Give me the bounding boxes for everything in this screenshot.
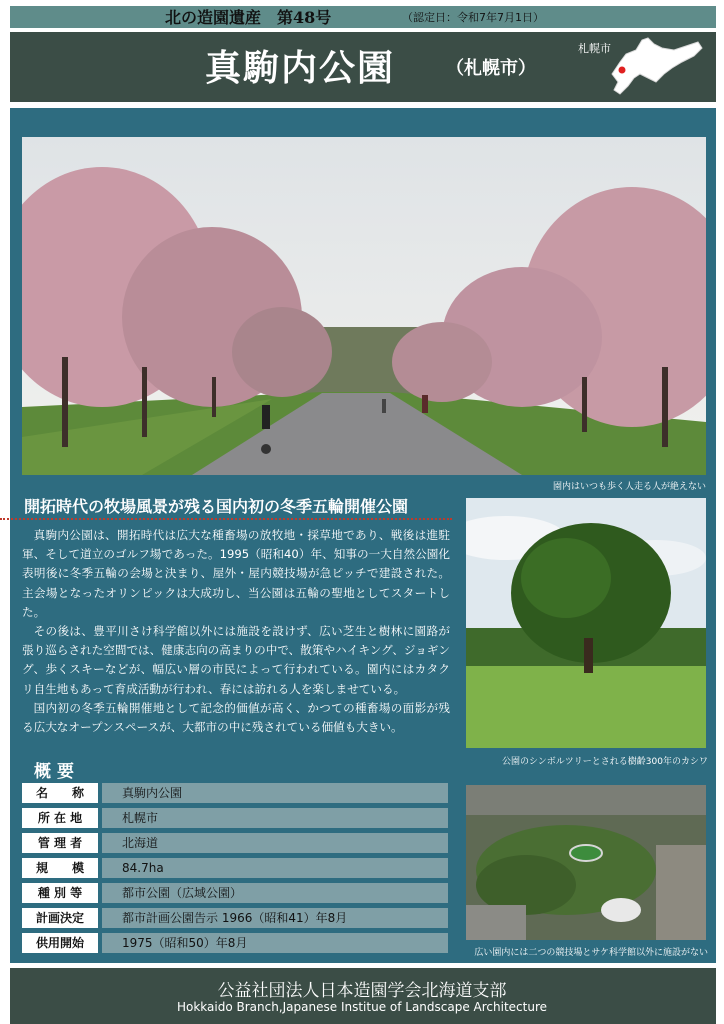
- overview-row-plan: [22, 906, 448, 931]
- park-title: 真駒内公園: [205, 47, 396, 89]
- article-paragraph-1: 真駒内公園は、開拓時代は広大な種畜場の放牧地・採草地であり、戦後は進駐軍、そして道立のゴルフ場であった。1995（昭和40）年、知事の一大自然公園化表明後に冬季五輪の会場と決まり、屋外・屋内競技場が急ピッチで建設された。主会場となったオリンピックは大成功し、当公園は五輪の聖地としてスタートした。: [22, 528, 450, 619]
- aerial-photo-caption: 広い園内には二つの競技場とサケ科学館以外に施設がない: [474, 948, 708, 958]
- overview-value: 都市公園（広域公園）: [102, 883, 448, 903]
- overview-table: [22, 781, 448, 956]
- oak-tree-photo: [466, 498, 706, 748]
- dotted-divider: [0, 518, 452, 520]
- article-paragraph-3: 国内初の冬季五輪開催地として記念的価値が高く、かつての種畜場の面影が残る広大なオープンスペースが、大都市の中に残されている価値も大きい。: [22, 700, 450, 735]
- main-photo-caption: 園内はいつも歩く人走る人が絶えない: [552, 482, 706, 492]
- overview-value: 北海道: [102, 833, 448, 853]
- certification-date: （認定日：令和7年7月1日）: [402, 11, 544, 24]
- aerial-photo: [466, 785, 706, 940]
- overview-value: 札幌市: [102, 808, 448, 828]
- overview-row-opening: [22, 931, 448, 956]
- overview-row-type: [22, 881, 448, 906]
- publisher-name-jp: 公益社団法人日本造園学会北海道支部: [217, 981, 507, 1001]
- series-number: 北の造園遺産 第48号: [165, 8, 332, 27]
- overview-label: 規 模: [22, 858, 98, 878]
- tree-photo-caption: 公園のシンボルツリーとされる樹齢300年のカシワ: [502, 757, 708, 767]
- article-body: [22, 526, 450, 737]
- article-heading: 開拓時代の牧場風景が残る国内初の冬季五輪開催公園: [24, 497, 409, 516]
- map-city-label: 札幌市: [578, 42, 611, 55]
- overview-row-location: [22, 806, 448, 831]
- header-band: [10, 6, 716, 28]
- overview-value: 真駒内公園: [102, 783, 448, 803]
- cherry-blossom-photo: [22, 137, 706, 475]
- overview-row-manager: [22, 831, 448, 856]
- overview-label: 計画決定: [22, 908, 98, 928]
- overview-value: 1975（昭和50）年8月: [102, 933, 448, 953]
- overview-label: 管 理 者: [22, 833, 98, 853]
- overview-label: 名 称: [22, 783, 98, 803]
- overview-row-name: [22, 781, 448, 806]
- overview-value: 84.7ha: [102, 858, 448, 878]
- overview-label: 所 在 地: [22, 808, 98, 828]
- overview-value: 都市計画公園告示 1966（昭和41）年8月: [102, 908, 448, 928]
- overview-heading: 概要: [34, 762, 80, 782]
- overview-row-scale: [22, 856, 448, 881]
- park-city: （札幌市）: [446, 58, 536, 79]
- sapporo-marker: [619, 67, 626, 74]
- publisher-name-en: Hokkaido Branch,Japanese Institue of Landscape Architecture: [176, 1000, 548, 1014]
- overview-label: 供用開始: [22, 933, 98, 953]
- article-paragraph-2: その後は、豊平川さけ科学館以外には施設を設けず、広い芝生と樹林に園路が張り巡らされた空間では、健康志向の高まりの中で、散策やハイキング、ジョギング、歩くスキーなどが、幅広い層の市民によって行われている。園内にはカタクリ自生地もあって育成活動が行われ、春には訪れる人を楽しませている。: [22, 624, 450, 696]
- overview-label: 種 別 等: [22, 883, 98, 903]
